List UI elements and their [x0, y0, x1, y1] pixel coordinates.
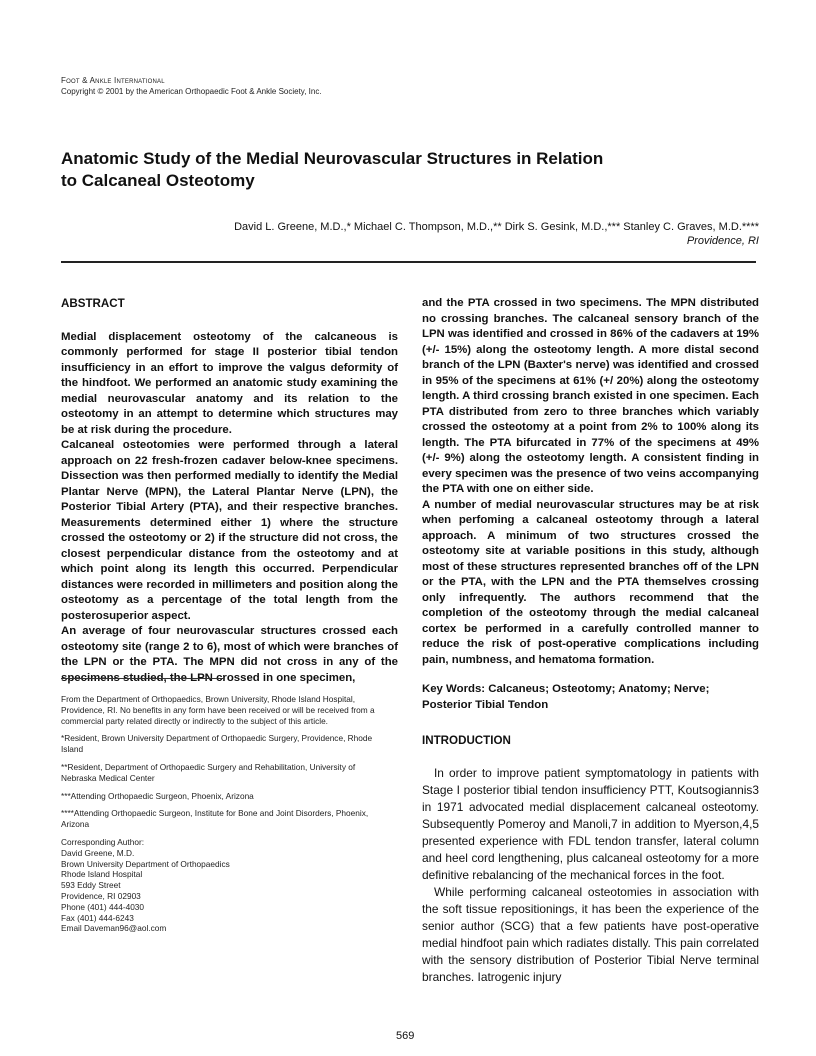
journal-name: Foot & Ankle International: [61, 76, 165, 85]
correspondence-line: 593 Eddy Street: [61, 880, 121, 891]
footnotes: [61, 694, 391, 934]
journal-header: [61, 75, 322, 97]
correspondence-line: Fax (401) 444-6243: [61, 912, 134, 923]
abstract-section: [61, 296, 398, 686]
correspondence-email[interactable]: Email Daveman96@aol.com: [61, 923, 167, 934]
introduction-paragraph: In order to improve patient symptomatology in patients with Stage I posterior tibial tendon insufficiency PTT, Koutsogiannis3 in 1971 advocated medial displacement calcaneal osteotomy. Subsequently Pomeroy and Manoli,7 in addition to Myerson,4,5 presented experience with FDL tendon transfer, lateral column and heel cord lengthening, plus calcaneal osteotomy for a more definitive rebalancing of the mechanical forces in the foot.: [422, 765, 759, 882]
correspondence-line: Providence, RI 02903: [61, 890, 141, 901]
keywords: Key Words: Calcaneus; Osteotomy; Anatomy; Nerve; Posterior Tibial Tendon: [422, 683, 710, 711]
correspondence-line: Phone (401) 444-4030: [61, 901, 145, 912]
footnote: ****Attending Orthopaedic Surgeon, Institute for Bone and Joint Disorders, Phoenix, Arizona: [61, 808, 369, 830]
author-block: [168, 220, 759, 248]
abstract-heading: ABSTRACT: [61, 297, 125, 310]
abstract-paragraph: and the PTA crossed in two specimens. The MPN distributed no crossing branches. The calcaneal sensory branch of the LPN was identified and crossed in 86% of the cadavers at 19% (+/- 15%) along the osteotomy length. A more distal second branch of the LPN (Baxter's nerve) was identified and crossed in 95% of the specimens at 61% (+/ 20%) along the osteotomy length. A third crossing branch existed in one specimen. Each PTA distributed from zero to three branches which variably crossed the osteotomy at a point from 2% to 100% along its length. The PTA bifurcated in 77% of the specimens at 49% (+/- 9%) along the osteotomy length. A consistent finding in every specimen was the presence of two veins accompanying the PTA with one on either side.: [422, 297, 759, 495]
footnote-divider: [61, 678, 223, 679]
left-column: [61, 296, 398, 686]
abstract-paragraph: Calcaneal osteotomies were performed through a lateral approach on 22 fresh-frozen cadaver below-knee specimens. Dissection was then performed medially to identify the Medial Plantar Nerve (MPN), the Lateral Plantar Nerve (LPN), the Posterior Tibial Artery (PTA), and their respective branches. Measurements determined either 1) where the structure crossed the osteotomy or 2) if the structure did not cross, the closest perpendicular distance from the osteotomy and at which point along its length this occurred. Perpendicular distances were recorded in millimeters and position along the osteotomy as a percentage of the total length from the posterosuperior aspect.: [61, 439, 398, 622]
footnote: *Resident, Brown University Department of Orthopaedic Surgery, Providence, Rhode Island: [61, 733, 373, 755]
footnote: ***Attending Orthopaedic Surgeon, Phoenix, Arizona: [61, 790, 254, 801]
abstract-paragraph: An average of four neurovascular structures crossed each osteotomy site (range 2 to 6), most of which were branches of the LPN or the PTA. The MPN did not cross in any of the specimens studied, the LPN crossed in one specimen,: [61, 625, 398, 684]
introduction-paragraph: While performing calcaneal osteotomies in association with the soft tissue repositionings, it has been the experience of the senior author (SCG) that a few patients have post-operative medial hindfoot pain which radiates distally. This pain correlated with the sensory distribution of Posterior Tibial Nerve terminal branches. Iatrogenic injury: [422, 884, 759, 984]
correspondence-block: [61, 837, 391, 934]
footnote: From the Department of Orthopaedics, Brown University, Rhode Island Hospital, Providence, RI. No benefits in any form have been received or will be received from a commercial party related directly or indirectly to the subject of this article.: [61, 694, 375, 726]
abstract-paragraph: A number of medial neurovascular structures may be at risk when perfoming a calcaneal osteotomy through a lateral approach. A minimum of two structures crossed the osteotomy site at variable positions in this study, although most of these structures represented branches off of the LPN or the PTA, with the LPN and the PTA themselves crossing only infrequently. The authors recommend that the completion of the osteotomy through the medial calcaneal cortex be performed in a carefully controlled manner to reduce the risk of post-operative complications including pain, numbness, and hematoma formation.: [422, 498, 759, 666]
article-title-line-1: Anatomic Study of the Medial Neurovascular Structures in Relation: [61, 149, 604, 168]
page-number: 569: [396, 1030, 415, 1042]
author-location: Providence, RI: [686, 235, 759, 247]
correspondence-line: Brown University Department of Orthopaedics: [61, 858, 230, 869]
correspondence-line: David Greene, M.D.: [61, 847, 135, 858]
correspondence-line: Corresponding Author:: [61, 836, 145, 847]
right-column: [422, 296, 759, 986]
title-divider: [61, 261, 756, 263]
abstract-paragraph: Medial displacement osteotomy of the calcaneous is commonly performed for stage II posterior tibial tendon insufficiency in an effort to improve the valgus deformity of the hindfoot. We performed an anatomic study examining the medial neurovascular anatomy and its relation to the osteotomy in an attempt to determine which structures may be at risk during the procedure.: [61, 330, 398, 436]
correspondence-line: Rhode Island Hospital: [61, 869, 143, 880]
author-names: David L. Greene, M.D.,* Michael C. Thompson, M.D.,** Dirk S. Gesink, M.D.,*** Stanley C. Graves, M.D.****: [234, 221, 759, 233]
footnote: **Resident, Department of Orthopaedic Surgery and Rehabilitation, University of Nebraska Medical Center: [61, 761, 356, 783]
copyright-line: Copyright © 2001 by the American Orthopaedic Foot & Ankle Society, Inc.: [61, 87, 322, 96]
introduction-heading: INTRODUCTION: [422, 734, 511, 747]
abstract-continued: [422, 296, 759, 668]
introduction-section: [422, 733, 759, 986]
article-title-line-2: to Calcaneal Osteotomy: [61, 171, 255, 190]
article-title: [61, 148, 761, 192]
